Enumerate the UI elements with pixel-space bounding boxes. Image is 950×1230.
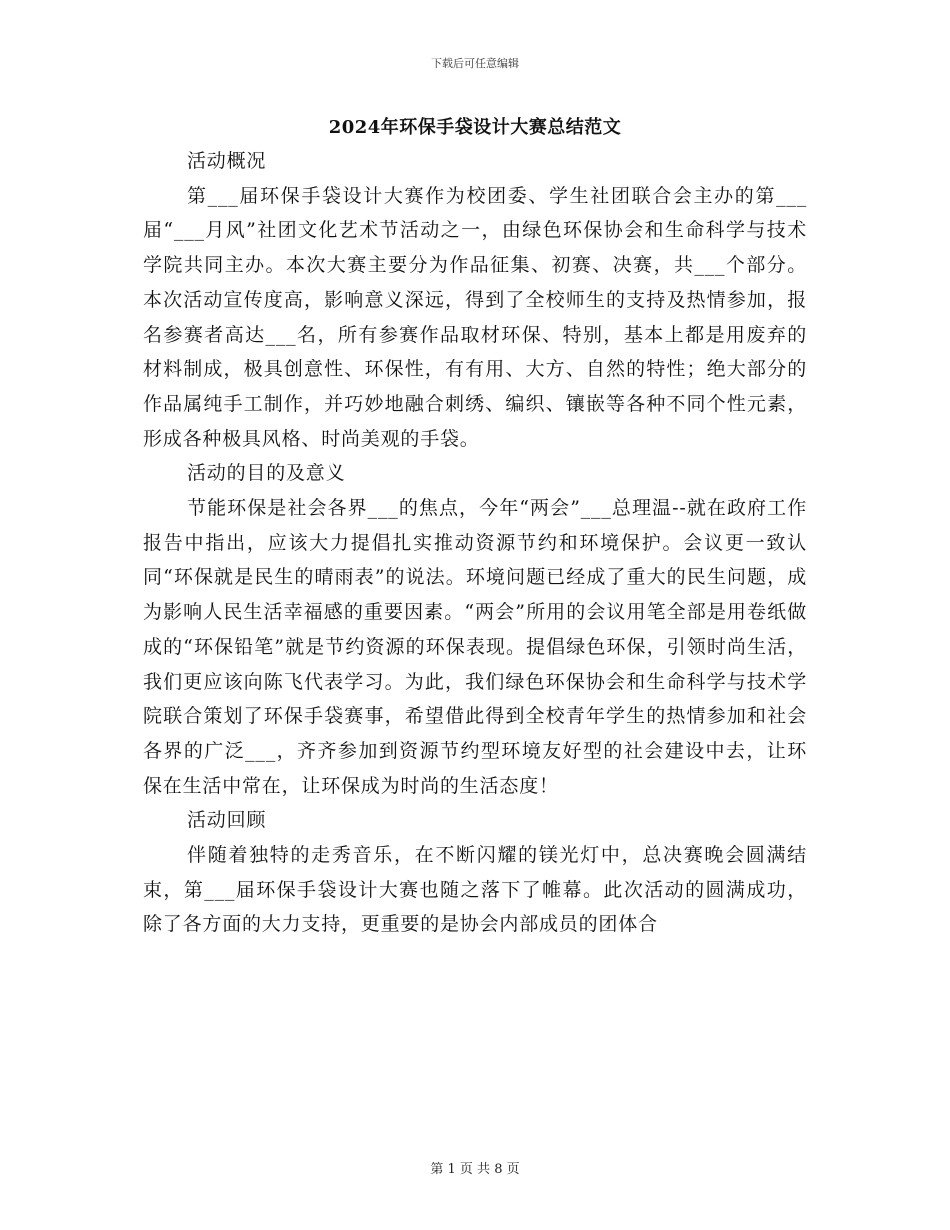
section-heading-review: 活动回顾 xyxy=(187,809,267,832)
section-heading-overview: 活动概况 xyxy=(187,150,267,172)
page-header-note: 下载后可任意编辑 xyxy=(431,57,519,70)
document-title: 2024年环保手袋设计大赛总结范文 xyxy=(328,117,622,138)
section-heading-purpose: 活动的目的及意义 xyxy=(187,462,346,485)
paragraph-overview: 第___届环保手袋设计大赛作为校团委、学生社团联合会主办的第___届“___月风”社团文化艺术节活动之一，由绿色环保协会和生命科学与技术学院共同主办。本次大赛主要分为作品征集、初赛、决赛，共___个部分。本次活动宣传度高，影响意义深远，得到了全校师生的支持及热情参加，报名参赛者高达___名，所有参赛作品取材环保、特别，基本上都是用废弃的材料制成，极具创意性、环保性，有有用、大方、自然的特性；绝大部分的作品属纯手工制作，并巧妙地融合刺绣、编织、镶嵌等各种不同个性元素，形成各种极具风格、时尚美观的手袋。 xyxy=(143,184,807,450)
paragraph-purpose: 节能环保是社会各界___的焦点，今年“两会”___总理温--就在政府工作报告中指出，应该大力提倡扎实推动资源节约和环境保护。会议更一致认同“环保就是民生的晴雨表”的说法。环境问题已经成了重大的民生问题，成为影响人民生活幸福感的重要因素。“两会”所用的会议用笔全部是用卷纸做成的“环保铅笔”就是节约资源的环保表现。提倡绿色环保，引领时尚生活，我们更应该向陈飞代表学习。为此，我们绿色环保协会和生命科学与技术学院联合策划了环保手袋赛事，希望借此得到全校青年学生的热情参加和社会各界的广泛___，齐齐参加到资源节约型环境友好型的社会建设中去，让环保在生活中常在，让环保成为时尚的生活态度！ xyxy=(143,497,807,797)
page-number-footer: 第 1 页 共 8 页 xyxy=(430,1162,520,1177)
document-body xyxy=(143,144,807,942)
paragraph-review: 伴随着独特的走秀音乐，在不断闪耀的镁光灯中，总决赛晚会圆满结束，第___届环保手袋设计大赛也随之落下了帷幕。此次活动的圆满成功，除了各方面的大力支持，更重要的是协会内部成员的团体合 xyxy=(143,844,807,936)
